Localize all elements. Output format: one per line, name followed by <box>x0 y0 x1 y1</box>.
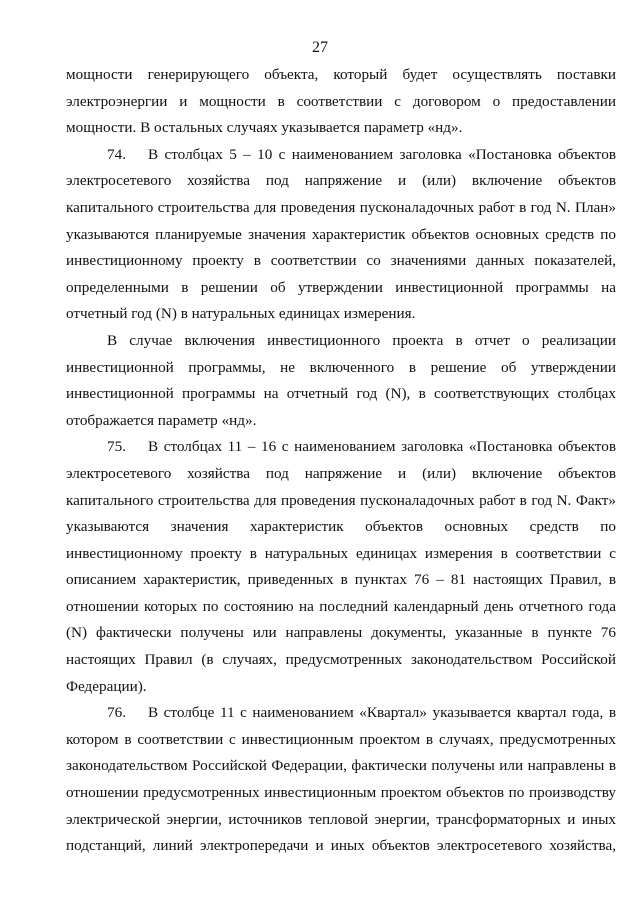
text-line: капитального строительства для проведения пусконаладочных работ в год N. План» <box>66 198 616 216</box>
text-line <box>66 700 616 727</box>
text-line: отношении которых по состоянию на последний календарный день отчетного года <box>66 597 616 615</box>
paragraph-continuation <box>66 62 616 142</box>
text-line-content: В столбцах 11 – 16 с наименованием заголовка «Постановка объектов <box>148 438 616 456</box>
text-line: котором в соответствии с инвестиционным проектом в случаях, предусмотренных <box>66 730 616 748</box>
text-line: подстанций, линий электропередачи и иных объектов электросетевого хозяйства, <box>66 837 616 855</box>
text-line <box>66 142 616 169</box>
text-line: Федерации). <box>66 677 147 695</box>
text-line: В случае включения инвестиционного проекта в отчет о реализации <box>107 331 616 349</box>
text-line: мощности. В остальных случаях указывается параметр «нд». <box>66 119 463 137</box>
paragraph-number: 74. <box>107 145 126 163</box>
text-line: отчетный год (N) в натуральных единицах измерения. <box>66 305 416 323</box>
text-line-content: В столбце 11 с наименованием «Квартал» указывается квартал года, в <box>148 704 616 722</box>
paragraph-75 <box>66 434 616 700</box>
text-line: отношении предусмотренных инвестиционным проектом объектов по производству <box>66 784 616 802</box>
text-line: указываются значения характеристик объектов основных средств по <box>66 518 616 536</box>
text-line: мощности генерирующего объекта, который будет осуществлять поставки <box>66 66 616 83</box>
text-line: электрической энергии, источников тепловой энергии, трансформаторных и иных <box>66 810 616 828</box>
text-line: электросетевого хозяйства под напряжение и (или) включение объектов <box>66 464 616 482</box>
text-line: инвестиционному проекту в соответствии со значениями данных показателей, <box>66 252 616 270</box>
text-line: отображается параметр «нд». <box>66 411 257 429</box>
text-line: электросетевого хозяйства под напряжение и (или) включение объектов <box>66 172 616 190</box>
text-line-content: В столбцах 5 – 10 с наименованием заголовка «Постановка объектов <box>148 145 616 163</box>
paragraph-76 <box>66 700 616 860</box>
text-line: законодательством Российской Федерации, фактически получены или направлены в <box>66 757 616 775</box>
text-line: инвестиционному проекту в натуральных единицах измерения в соответствии с <box>66 544 616 562</box>
text-line <box>66 434 616 461</box>
text-line: описанием характеристик, приведенных в пунктах 76 – 81 настоящих Правил, в <box>66 571 616 589</box>
text-line: капитального строительства для проведения пусконаладочных работ в год N. Факт» <box>66 491 616 509</box>
page-number: 27 <box>312 39 328 56</box>
paragraph-number: 76. <box>107 704 126 722</box>
paragraph-number: 75. <box>107 438 126 456</box>
document-body <box>66 62 616 860</box>
paragraph-inclusion-note <box>66 328 616 434</box>
paragraph-74 <box>66 142 616 328</box>
text-line: (N) фактически получены или направлены документы, указанные в пункте 76 <box>66 624 616 642</box>
text-line: определенными в решении об утверждении инвестиционной программы на <box>66 278 616 296</box>
text-line: инвестиционной программы на отчетный год (N), в соответствующих столбцах <box>66 385 616 403</box>
text-line: настоящих Правил (в случаях, предусмотренных законодательством Российской <box>66 651 616 669</box>
text-line: указываются планируемые значения характеристик объектов основных средств по <box>66 225 616 243</box>
text-line: электроэнергии и мощности в соответствии с договором о предоставлении <box>66 92 616 110</box>
text-line: инвестиционной программы, не включенного в решение об утверждении <box>66 358 616 376</box>
